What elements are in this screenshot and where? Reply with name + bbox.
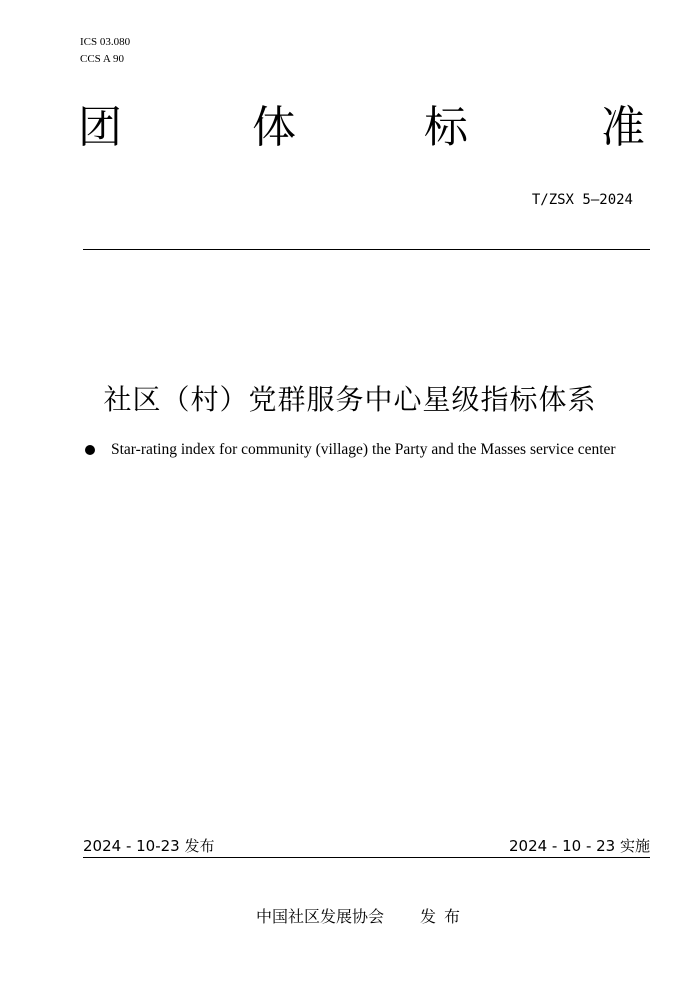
english-title-line (85, 441, 616, 459)
category-char-4: 准 (601, 102, 645, 153)
ccs-code: CCS A 90 (80, 53, 125, 65)
bullet-icon (85, 445, 95, 455)
category-char-2: 体 (252, 102, 296, 153)
issuer-action: 发布 (420, 907, 469, 926)
implement-date: 2024 - 10 - 23 实施 (508, 837, 650, 855)
ics-code: ICS 03.080 (80, 36, 131, 48)
issuer-name: 中国社区发展协会 (256, 907, 385, 926)
top-divider (83, 249, 650, 250)
standard-number: T/ZSX 5—2024 (531, 192, 633, 208)
publish-date: 2024 - 10-23 发布 (83, 837, 215, 855)
document-title: 社区（村）党群服务中心星级指标体系 (103, 383, 597, 416)
classification-codes (80, 34, 130, 68)
category-char-1: 团 (78, 102, 122, 153)
bottom-divider (83, 857, 650, 858)
english-title: Star-rating index for community (village) the Party and the Masses service center (111, 441, 616, 458)
category-char-3: 标 (424, 102, 468, 153)
